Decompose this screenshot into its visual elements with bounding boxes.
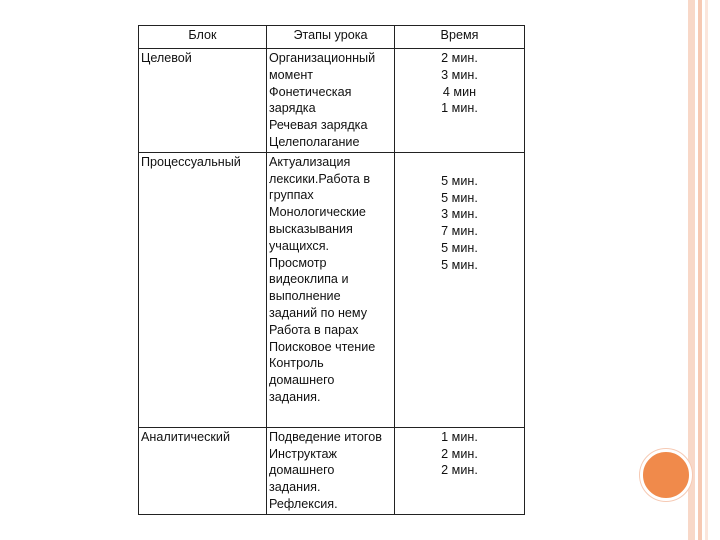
time-cell: 1 мин. 2 мин. 2 мин. [395,427,525,514]
header-time: Время [395,26,525,49]
stages-cell: Организационный момент Фонетическая зарядка Речевая зарядка Целеполагание [267,49,395,153]
block-cell: Процессуальный [139,152,267,427]
time-cell: 5 мин. 5 мин. 3 мин. 7 мин. 5 мин. 5 мин. [395,152,525,427]
table-row [139,49,525,153]
header-block: Блок [139,26,267,49]
lesson-plan-table [138,25,525,515]
table-header-row [139,26,525,49]
header-stages: Этапы урока [267,26,395,49]
decorative-stripe [705,0,708,540]
block-cell: Целевой [139,49,267,153]
decorative-circle [640,449,692,501]
stages-cell: Актуализация лексики.Работа в группах Монологические высказывания учащихся. Просмотр видеоклипа и выполнение заданий по нему Работа в парах Поисковое чтение Контроль домашнего задания. [267,152,395,427]
table-row [139,427,525,514]
decorative-stripe [688,0,695,540]
decorative-stripe [698,0,702,540]
table-row [139,152,525,427]
stages-cell: Подведение итогов Инструктаж домашнего задания. Рефлексия. [267,427,395,514]
block-cell: Аналитический [139,427,267,514]
time-cell: 2 мин. 3 мин. 4 мин 1 мин. [395,49,525,153]
